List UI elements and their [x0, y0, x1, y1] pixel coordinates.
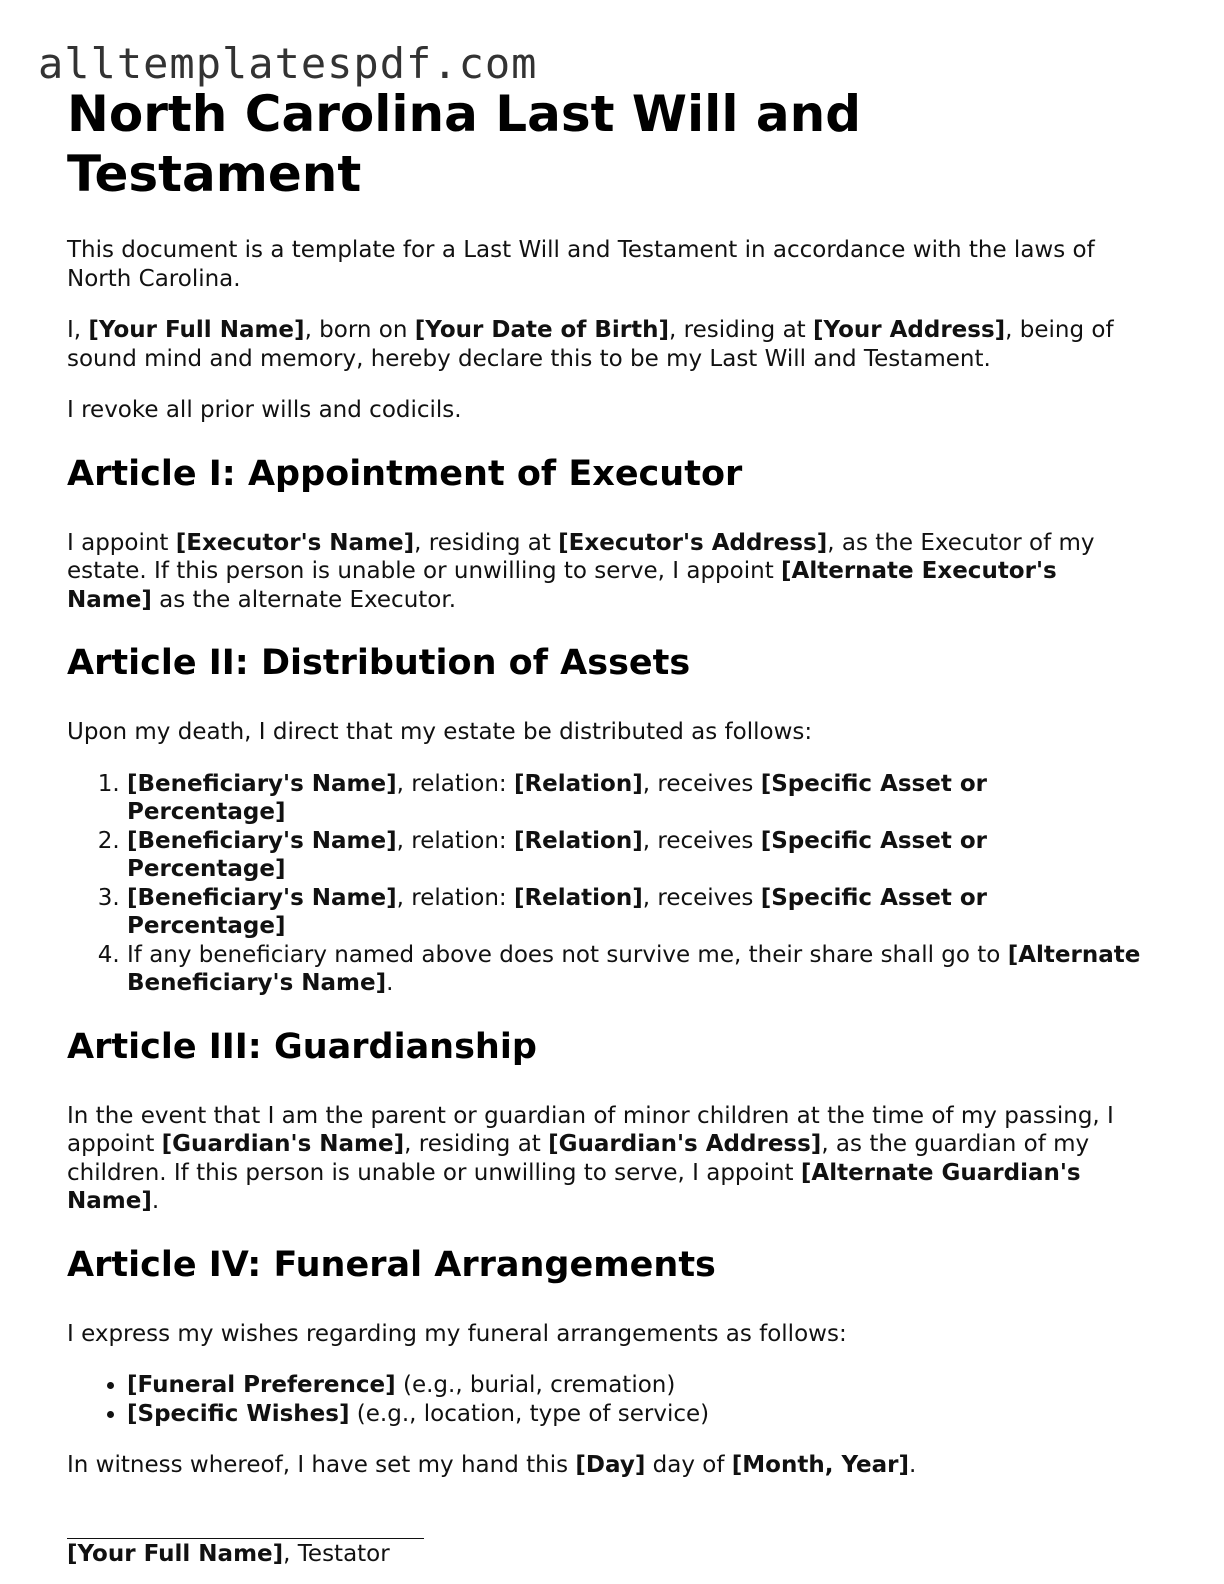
- article-3-heading: Article III: Guardianship: [67, 1026, 537, 1067]
- day-field: [Day]: [575, 1452, 646, 1478]
- watermark: alltemplatespdf.com: [38, 39, 538, 88]
- intro-paragraph: This document is a template for a Last Will and Testament in accordance with the laws of North Carolina.: [67, 237, 1095, 292]
- article-3-paragraph: In the event that I am the parent or guardian of minor children at the time of my passing, I appoint [Guardian's Name], residing at [Guardian's Address], as the guardian of my children. If this person is unable or unwilling to serve, I appoint [Alternate Guardian's Name].: [67, 1102, 1114, 1214]
- full-name-field: [Your Full Name]: [88, 317, 305, 343]
- funeral-wish-item: • [Funeral Preference] (e.g., burial, cremation): [127, 1371, 1147, 1400]
- declaration-paragraph: I, [Your Full Name], born on [Your Date of Birth], residing at [Your Address], being of sound mind and memory, hereby declare this to be my Last Will and Testament.: [67, 317, 1114, 372]
- alternate-beneficiary-field: [Alternate Beneficiary's Name]: [127, 941, 1141, 996]
- document-body: [67, 84, 1147, 1568]
- signature-line: [67, 1512, 424, 1539]
- beneficiary-item: 1. [Beneficiary's Name], relation: [Relation], receives [Specific Asset or Percentage]: [127, 770, 1147, 827]
- alternate-executor-field: [Alternate Executor's Name]: [67, 558, 1057, 613]
- beneficiary-list: [67, 770, 1147, 998]
- signature-name: [Your Full Name], Testator: [67, 1540, 390, 1567]
- article-2-intro: Upon my death, I direct that my estate be distributed as follows:: [67, 719, 813, 745]
- article-4-intro: I express my wishes regarding my funeral arrangements as follows:: [67, 1320, 847, 1347]
- month-year-field: [Month, Year]: [731, 1452, 909, 1478]
- article-4-heading: Article IV: Funeral Arrangements: [67, 1244, 716, 1285]
- executor-name-field: [Executor's Name]: [175, 529, 415, 556]
- guardian-address-field: [Guardian's Address]: [548, 1131, 822, 1157]
- beneficiary-item: 2. [Beneficiary's Name], relation: [Relation], receives [Specific Asset or Percentage]: [127, 827, 1147, 884]
- article-2-heading: Article II: Distribution of Assets: [67, 643, 691, 683]
- alternate-guardian-field: [Alternate Guardian's Name]: [67, 1159, 1081, 1214]
- article-1-heading: Article I: Appointment of Executor: [67, 453, 743, 494]
- guardian-name-field: [Guardian's Name]: [161, 1131, 405, 1157]
- article-1-paragraph: I appoint [Executor's Name], residing at [Executor's Address], as the Executor of my estate. If this person is unable or unwilling to serve, I appoint [Alternate Executor's Name] as the alternate Executor.: [67, 529, 1095, 613]
- executor-address-field: [Executor's Address]: [558, 529, 828, 556]
- revoke-paragraph: I revoke all prior wills and codicils.: [67, 397, 462, 423]
- funeral-wishes-list: [67, 1371, 1147, 1428]
- document-title: North Carolina Last Will and Testament: [67, 85, 861, 203]
- funeral-wish-item: • [Specific Wishes] (e.g., location, type of service): [127, 1400, 1147, 1429]
- beneficiary-item: 3. [Beneficiary's Name], relation: [Relation], receives [Specific Asset or Percentage]: [127, 884, 1147, 941]
- witness-paragraph: In witness whereof, I have set my hand this [Day] day of [Month, Year].: [67, 1452, 917, 1478]
- survivor-clause: 4. If any beneficiary named above does not survive me, their share shall go to [Alternate Beneficiary's Name].: [127, 941, 1147, 998]
- date-of-birth-field: [Your Date of Birth]: [414, 317, 670, 343]
- address-field: [Your Address]: [813, 317, 1006, 343]
